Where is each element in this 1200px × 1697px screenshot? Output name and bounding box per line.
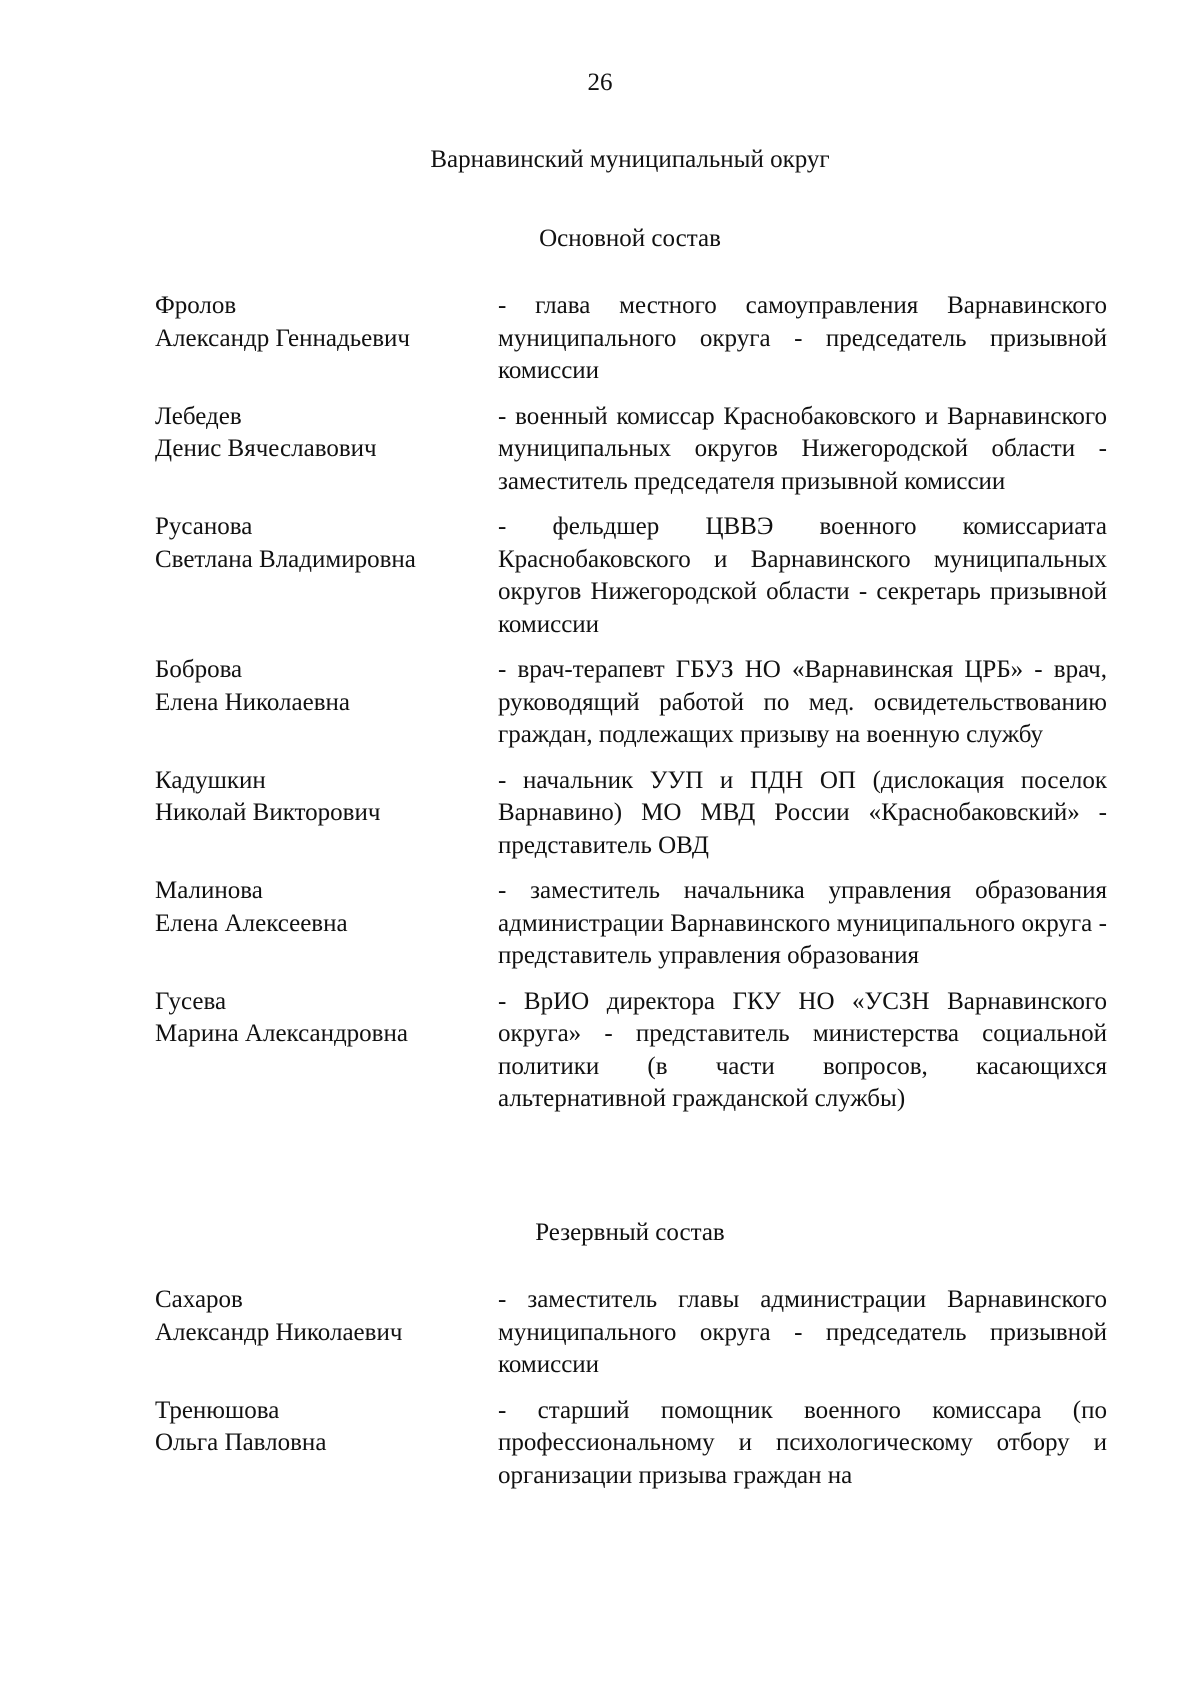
member-given-names: Елена Алексеевна (155, 909, 348, 937)
member-entry (155, 765, 1107, 863)
member-name (155, 1284, 498, 1382)
member-given-names: Денис Вячеславович (155, 435, 377, 462)
member-name (155, 765, 498, 863)
member-given-names: Николай Викторович (155, 799, 381, 826)
member-entry (155, 511, 1107, 641)
member-surname: Гусева (155, 987, 227, 1015)
member-role: - фельдшер ЦВВЭ военного комиссариата Краснобаковского и Варнавинского муниципальных округов Нижегородской области - секретарь призывной комиссии (498, 513, 1107, 638)
member-surname: Сахаров (155, 1286, 243, 1313)
member-name (155, 986, 498, 1116)
member-name (155, 290, 498, 388)
member-name (155, 875, 498, 973)
member-surname: Русанова (155, 513, 253, 540)
member-given-names: Александр Николаевич (155, 1318, 403, 1346)
reserve-section-title: Резервный состав (535, 1219, 725, 1246)
member-entry (155, 875, 1107, 973)
member-name (155, 1395, 498, 1493)
reserve-member-list (155, 1284, 1107, 1505)
main-section-title: Основной состав (539, 225, 721, 252)
member-role: - заместитель начальника управления образования администрации Варнавинского муниципального округа - представитель управления образования (498, 877, 1107, 969)
member-name (155, 654, 498, 752)
member-surname: Кадушкин (155, 766, 266, 794)
member-role: - военный комиссар Краснобаковского и Варнавинского муниципальных округов Нижегородской области - заместитель председателя призывной комиссии (498, 402, 1107, 495)
member-name (155, 511, 498, 641)
main-member-list (155, 290, 1107, 1129)
district-title: Варнавинский муниципальный округ (430, 146, 830, 173)
member-entry (155, 290, 1107, 388)
member-given-names: Елена Николаевна (155, 688, 350, 716)
member-given-names: Светлана Владимировна (155, 545, 416, 573)
member-role: - врач-терапевт ГБУЗ НО «Варнавинская ЦРБ» - врач, руководящий работой по мед. освидетельствованию граждан, подлежащих призыву на военную службу (498, 656, 1107, 748)
member-surname: Фролов (155, 292, 237, 319)
member-entry (155, 1395, 1107, 1493)
member-role: - начальник УУП и ПДН ОП (дислокация поселок Варнавино) МО МВД России «Краснобаковский» - представитель ОВД (498, 766, 1107, 859)
member-name (155, 401, 498, 499)
member-surname: Малинова (155, 877, 263, 904)
member-surname: Тренюшова (155, 1396, 280, 1424)
member-entry (155, 1284, 1107, 1382)
member-given-names: Александр Геннадьевич (155, 324, 410, 352)
member-given-names: Марина Александровна (155, 1020, 408, 1047)
member-entry (155, 401, 1107, 499)
member-surname: Лебедев (155, 402, 242, 430)
member-role: - ВрИО директора ГКУ НО «УСЗН Варнавинского округа» - представитель министерства социальной политики (в части вопросов, касающихся альтернативной гражданской службы) (498, 987, 1107, 1112)
member-entry (155, 654, 1107, 752)
member-surname: Боброва (155, 656, 243, 683)
member-entry (155, 986, 1107, 1116)
member-role: - старший помощник военного комиссара (по профессиональному и психологическому отбору и организации призыва граждан на (498, 1396, 1107, 1489)
member-given-names: Ольга Павловна (155, 1429, 327, 1456)
member-role: - глава местного самоуправления Варнавинского муниципального округа - председатель призывной комиссии (498, 292, 1107, 384)
page-number: 26 (587, 69, 613, 96)
member-role: - заместитель главы администрации Варнавинского муниципального округа - председатель призывной комиссии (498, 1286, 1107, 1378)
